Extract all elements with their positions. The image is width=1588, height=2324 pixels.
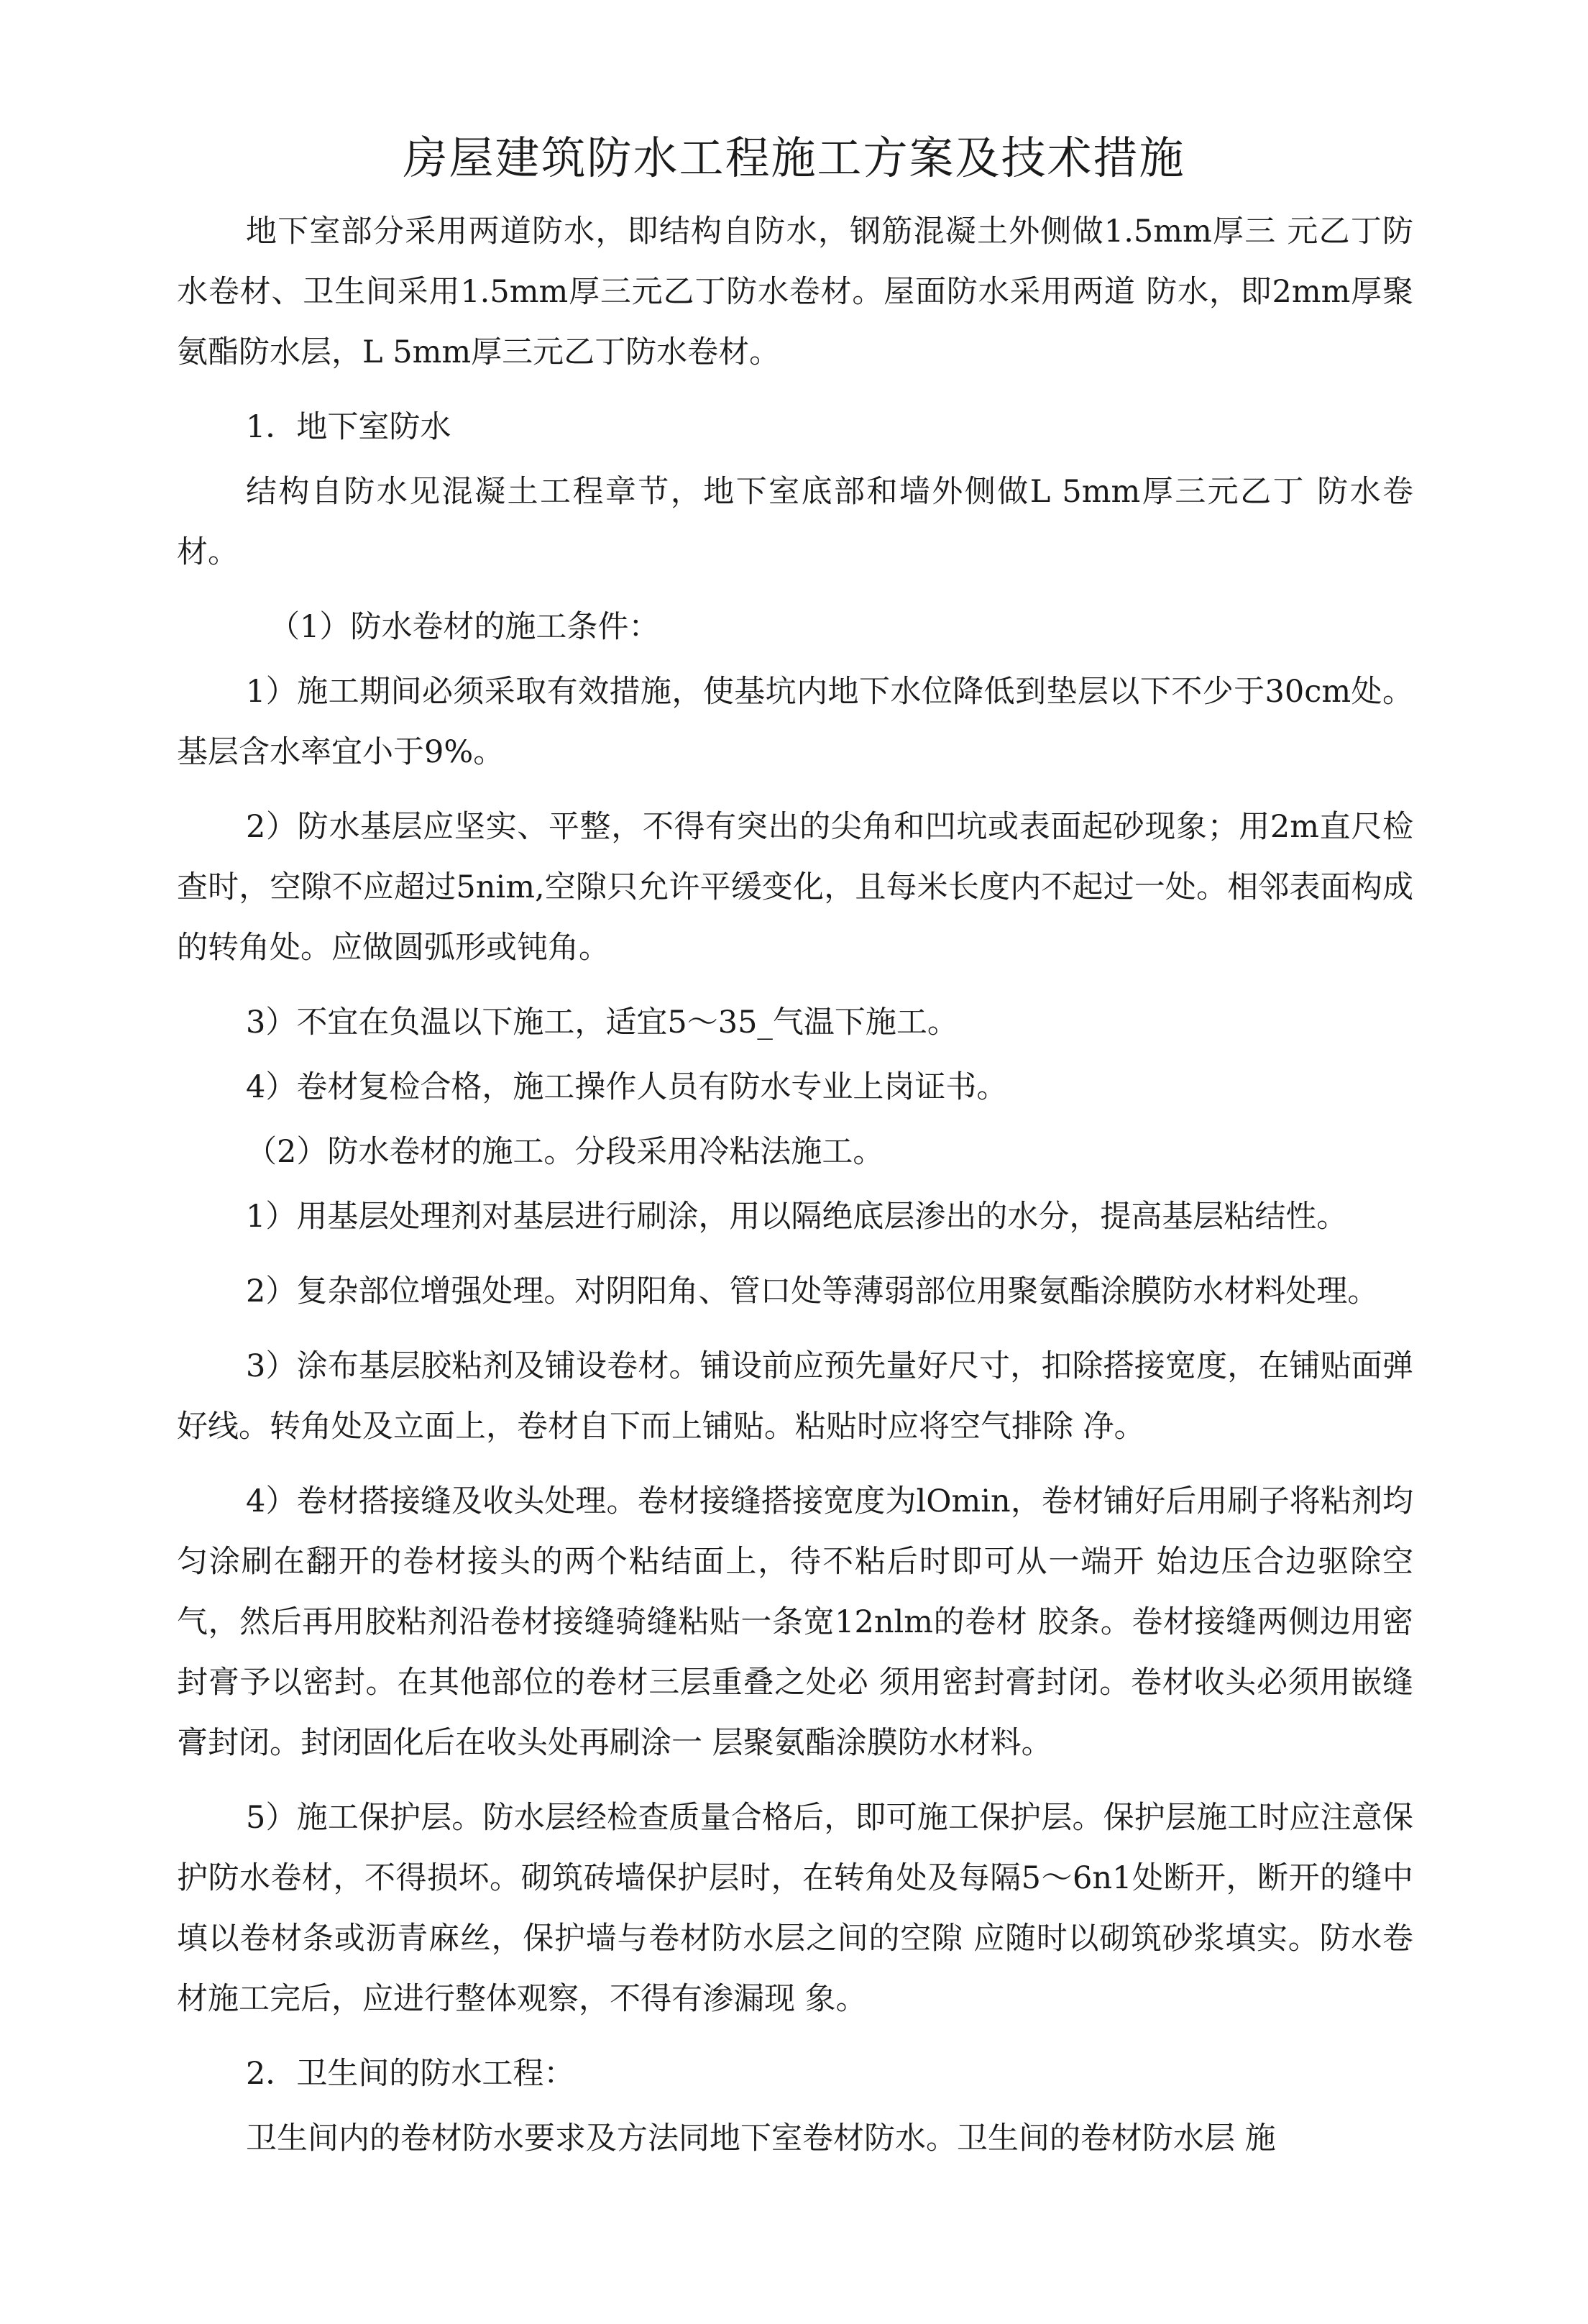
paragraph-step-3: 3）涂布基层胶粘剂及铺设卷材。铺设前应预先量好尺寸，扣除搭接宽度，在铺贴面弹好线。转角处及立面上，卷材自下而上铺贴。粘贴时应将空气排除 净。	[177, 1348, 1413, 1445]
paragraph-step-1: 1）用基层处理剂对基层进行刷涂，用以隔绝底层渗出的水分，提高基层粘结性。	[246, 1199, 1348, 1235]
document-body	[177, 201, 1413, 2183]
paragraph-condition-2: 2）防水基层应坚实、平整，不得有突出的尖角和凹坑或表面起砂现象；用2m直尺检查时，空隙不应超过5nim,空隙只允许平缓变化，且每米长度内不起过一处。相邻表面构成的转角处。应做圆弧形或钝角。	[177, 809, 1413, 966]
document-title: 房屋建筑防水工程施工方案及技术措施	[403, 132, 1185, 184]
subheading-construction-conditions: （1）防水卷材的施工条件：	[269, 609, 660, 645]
paragraph-intro: 地下室部分采用两道防水，即结构自防水，钢筋混凝土外侧做1.5mm厚三 元乙丁防水卷材、卫生间采用1.5mm厚三元乙丁防水卷材。屋面防水采用两道 防水，即2mm厚聚氨酯防水层，L 5mm厚三元乙丁防水卷材。	[177, 214, 1413, 370]
section-heading-basement: 1．地下室防水	[246, 409, 451, 445]
paragraph-step-5: 5）施工保护层。防水层经检查质量合格后，即可施工保护层。保护层施工时应注意保护防水卷材，不得损坏。砌筑砖墙保护层时，在转角处及每隔5〜6n1处断开，断开的缝中填以卷材条或沥青麻丝，保护墙与卷材防水层之间的空隙 应随时以砌筑砂浆填实。防水卷材施工完后，应进行整体观察，不得有渗漏现 象。	[177, 1800, 1413, 2017]
paragraph-step-4: 4）卷材搭接缝及收头处理。卷材接缝搭接宽度为lOmin，卷材铺好后用刷子将粘剂均匀涂刷在翻开的卷材接头的两个粘结面上，待不粘后时即可从一端开 始边压合边驱除空气，然后再用胶粘剂沿卷材接缝骑缝粘贴一条宽12nlm的卷材 胶条。卷材接缝两侧边用密封膏予以密封。在其他部位的卷材三层重叠之处必 须用密封膏封闭。卷材收头必须用嵌缝膏封闭。封闭固化后在收头处再刷涂一 层聚氨酯涂膜防水材料。	[177, 1483, 1413, 1761]
paragraph-step-2: 2）复杂部位增强处理。对阴阳角、管口处等薄弱部位用聚氨酯涂膜防水材料处理。	[246, 1273, 1379, 1309]
paragraph-condition-1: 1）施工期间必须采取有效措施，使基坑内地下水位降低到垫层以下不少于30cm处。基层含水率宜小于9%。	[177, 674, 1413, 770]
paragraph-condition-4: 4）卷材复检合格，施工操作人员有防水专业上岗证书。	[246, 1069, 1008, 1105]
paragraph-basement-structure: 结构自防水见混凝土工程章节，地下室底部和墙外侧做L 5mm厚三元乙丁 防水卷材。	[177, 474, 1413, 570]
paragraph-bathroom: 卫生间内的卷材防水要求及方法同地下室卷材防水。卫生间的卷材防水层 施	[246, 2121, 1276, 2156]
paragraph-condition-3: 3）不宜在负温以下施工，适宜5〜35_气温下施工。	[246, 1005, 958, 1040]
subheading-membrane-construction: （2）防水卷材的施工。分段采用冷粘法施工。	[246, 1134, 884, 1170]
section-heading-bathroom: 2．卫生间的防水工程：	[246, 2056, 575, 2092]
